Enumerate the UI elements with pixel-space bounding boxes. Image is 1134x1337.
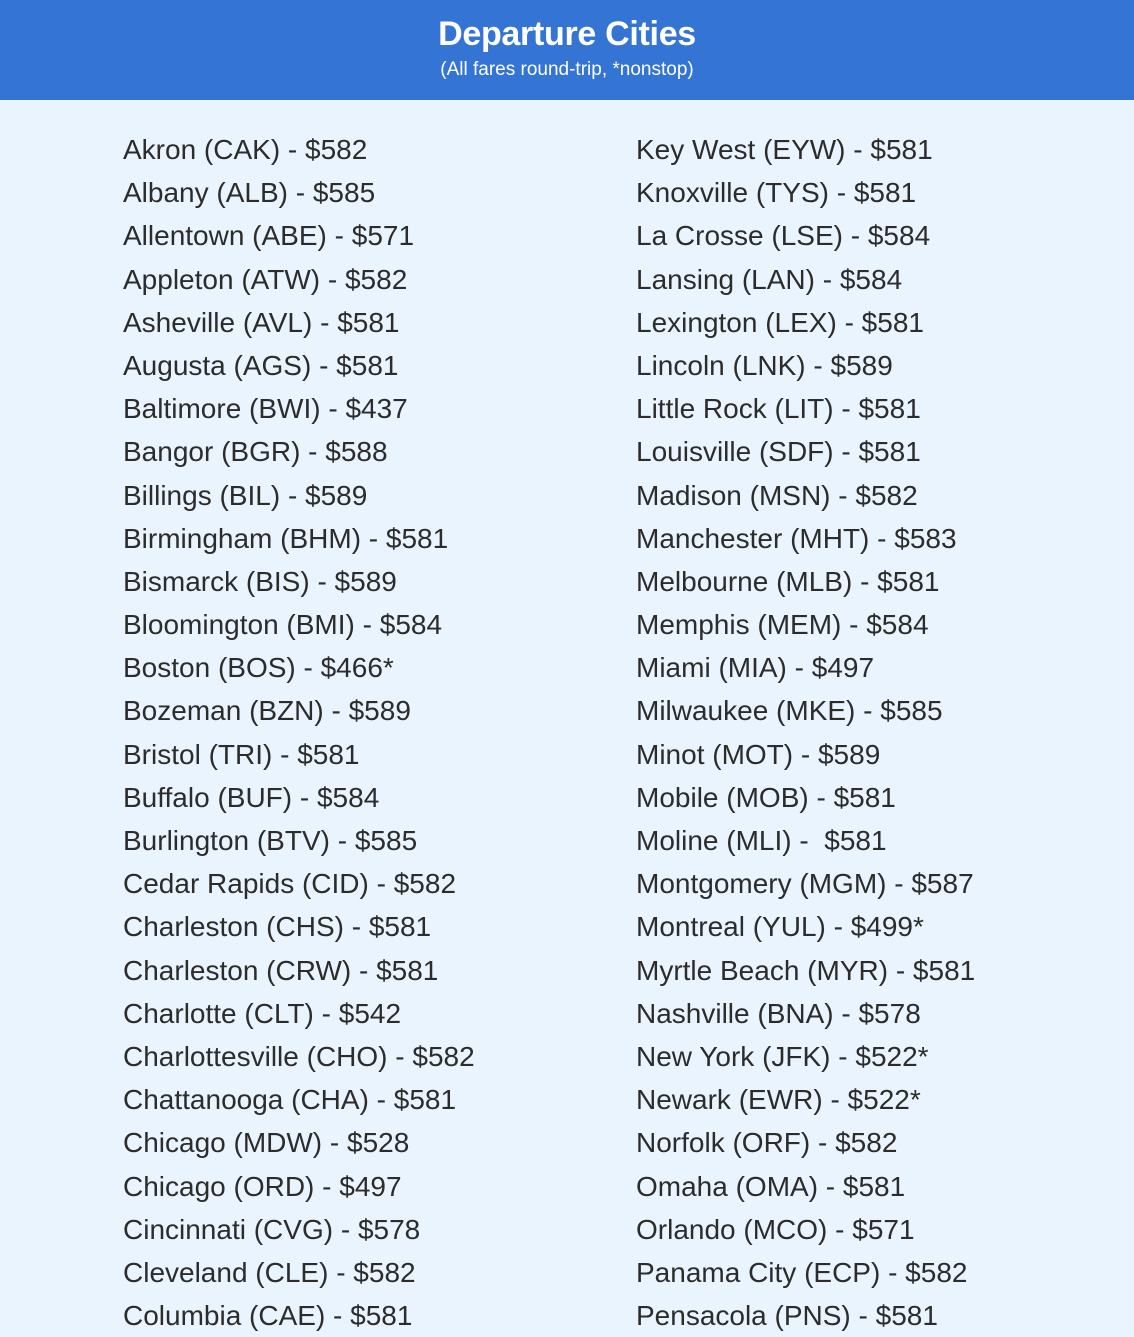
city-fare-item: Pensacola (PNS) - $581	[636, 1300, 938, 1332]
city-fare-item: Myrtle Beach (MYR) - $581	[636, 954, 976, 986]
city-fare-item: Miami (MIA) - $497	[636, 652, 875, 684]
city-fare-item: Melbourne (MLB) - $581	[636, 565, 940, 597]
city-fare-item: Minot (MOT) - $589	[636, 738, 881, 770]
city-fare-item: La Crosse (LSE) - $584	[636, 220, 931, 252]
city-fare-item: Buffalo (BUF) - $584	[123, 781, 380, 813]
city-fare-item: Baltimore (BWI) - $437	[123, 393, 408, 425]
city-fare-item: Billings (BIL) - $589	[123, 479, 368, 511]
city-fare-item: Cincinnati (CVG) - $578	[123, 1213, 421, 1245]
city-fare-item: Manchester (MHT) - $583	[636, 522, 957, 554]
city-fare-item: Allentown (ABE) - $571	[123, 220, 415, 252]
city-fare-item: Milwaukee (MKE) - $585	[636, 695, 943, 727]
city-fare-item: Knoxville (TYS) - $581	[636, 177, 917, 209]
city-fare-item: Newark (EWR) - $522*	[636, 1084, 921, 1116]
city-fare-item: Orlando (MCO) - $571	[636, 1213, 915, 1245]
city-fare-item: Bristol (TRI) - $581	[123, 738, 360, 770]
city-fare-item: Chicago (ORD) - $497	[123, 1170, 402, 1202]
city-fare-item: Louisville (SDF) - $581	[636, 436, 921, 468]
city-fare-item: Omaha (OMA) - $581	[636, 1170, 906, 1202]
city-fare-item: Birmingham (BHM) - $581	[123, 522, 449, 554]
page-subtitle: (All fares round-trip, *nonstop)	[440, 59, 694, 80]
right-column	[636, 128, 975, 1337]
city-fare-item: Akron (CAK) - $582	[123, 134, 368, 165]
city-fare-item: Boston (BOS) - $466*	[123, 652, 394, 684]
city-fare-item: Madison (MSN) - $582	[636, 479, 918, 511]
city-fare-item: Columbia (CAE) - $581	[123, 1300, 413, 1332]
city-fare-item: New York (JFK) - $522*	[636, 1040, 929, 1072]
city-fare-item: Charleston (CHS) - $581	[123, 911, 432, 943]
page-title: Departure Cities	[438, 15, 696, 53]
city-fare-item: Panama City (ECP) - $582	[636, 1256, 968, 1288]
city-fare-item: Augusta (AGS) - $581	[123, 349, 399, 381]
city-fare-item: Bozeman (BZN) - $589	[123, 695, 411, 727]
city-fare-item: Charlottesville (CHO) - $582	[123, 1040, 475, 1072]
city-fare-item: Asheville (AVL) - $581	[123, 306, 400, 338]
city-fare-item: Lansing (LAN) - $584	[636, 263, 903, 295]
city-fare-item: Cedar Rapids (CID) - $582	[123, 868, 457, 900]
city-fare-item: Key West (EYW) - $581	[636, 134, 933, 165]
city-fare-item: Appleton (ATW) - $582	[123, 263, 408, 295]
city-fare-item: Burlington (BTV) - $585	[123, 825, 418, 856]
city-fare-item: Bangor (BGR) - $588	[123, 436, 388, 468]
city-fare-item: Nashville (BNA) - $578	[636, 997, 921, 1029]
page-header	[0, 0, 1134, 100]
city-fare-item: Cleveland (CLE) - $582	[123, 1256, 416, 1288]
departure-cities-list	[0, 100, 1134, 1332]
city-fare-item: Memphis (MEM) - $584	[636, 609, 929, 641]
city-fare-item: Lexington (LEX) - $581	[636, 306, 924, 338]
city-fare-item: Montreal (YUL) - $499*	[636, 911, 924, 943]
city-fare-item: Bloomington (BMI) - $584	[123, 609, 443, 641]
city-fare-item: Mobile (MOB) - $581	[636, 781, 896, 813]
city-fare-item: Charlotte (CLT) - $542	[123, 997, 402, 1029]
city-fare-item: Albany (ALB) - $585	[123, 177, 376, 209]
city-fare-item: Bismarck (BIS) - $589	[123, 565, 397, 597]
city-fare-item: Chattanooga (CHA) - $581	[123, 1084, 457, 1116]
city-fare-item: Little Rock (LIT) - $581	[636, 393, 921, 425]
city-fare-item: Lincoln (LNK) - $589	[636, 349, 893, 381]
city-fare-item: Norfolk (ORF) - $582	[636, 1127, 898, 1159]
city-fare-item: Charleston (CRW) - $581	[123, 954, 439, 986]
city-fare-item: Chicago (MDW) - $528	[123, 1127, 410, 1159]
city-fare-item: Moline (MLI) - $581	[636, 825, 887, 856]
left-column	[123, 128, 475, 1337]
city-fare-item: Montgomery (MGM) - $587	[636, 868, 974, 900]
